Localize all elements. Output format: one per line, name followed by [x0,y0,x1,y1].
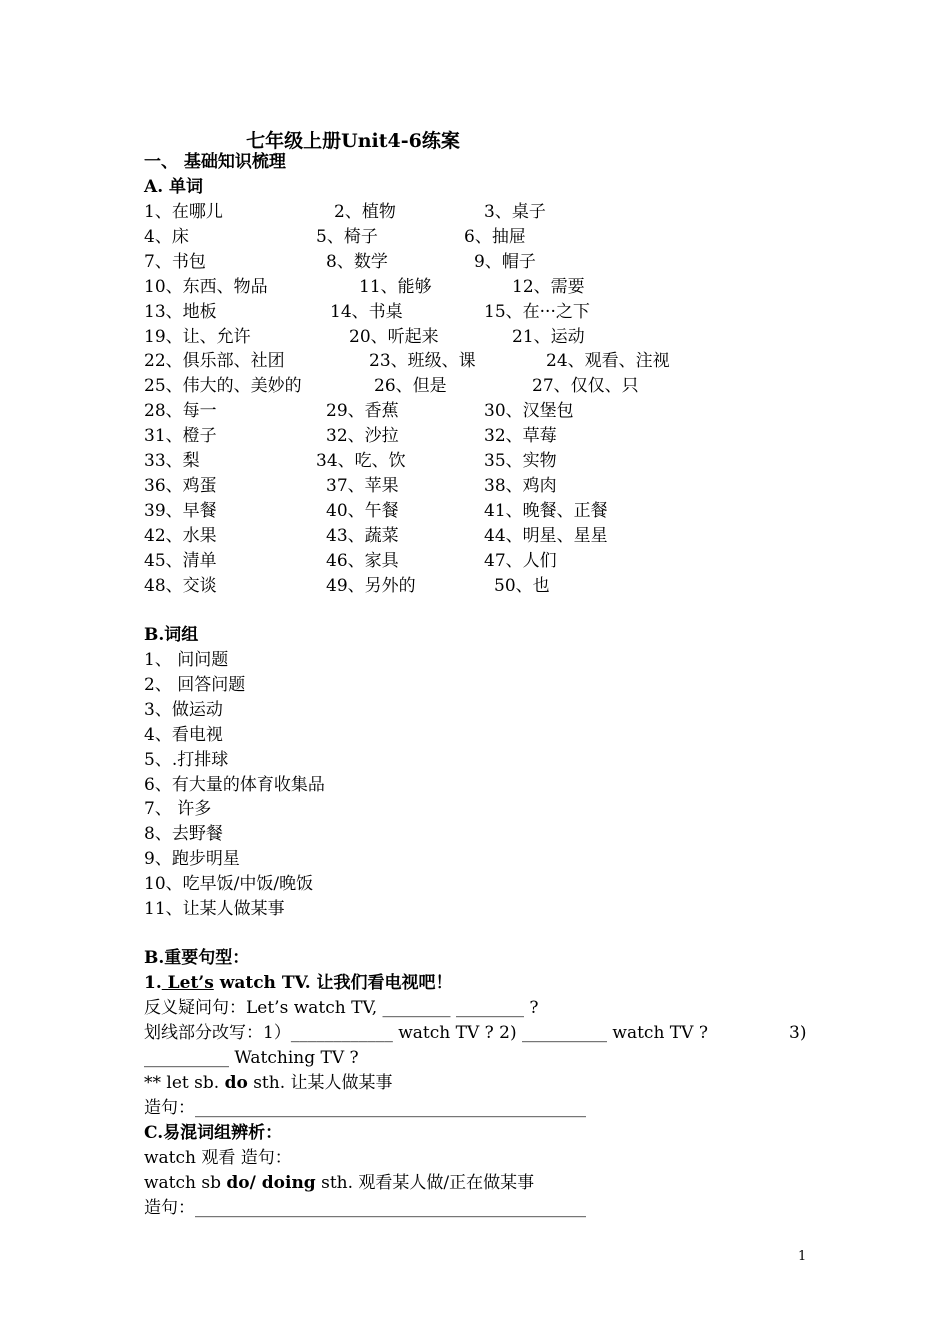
let-prefix: ** let sb. [144,1073,225,1093]
word-item: 35、实物 [484,451,557,471]
word-item: 30、汉堡包 [484,401,574,422]
word-item: 19、让、允许 [144,326,251,347]
word-item: 3、桌子 [484,202,546,222]
word-item: 21、运动 [512,326,585,347]
word-item: 26、但是 [374,376,447,397]
sentence-1 [144,973,453,993]
phrase-item: 1、 问问题 [144,650,229,670]
tag-question-line: 反义疑问句：Let’s watch TV, ________ ________ ? [144,998,539,1018]
word-item: 9、帽子 [474,251,536,272]
word-item: 13、地板 [144,301,217,322]
word-item: 47、人们 [484,550,557,571]
word-item: 32、草莓 [484,426,557,447]
watch-suffix: sth. 观看某人做/正在做某事 [315,1173,535,1193]
phrase-item: 11、让某人做某事 [144,899,285,919]
watch-line-2 [144,1173,534,1193]
phrase-item: 5、.打排球 [144,749,229,770]
sentence-number: 1. [144,973,162,993]
rewrite-item-3: 3) [789,1023,807,1043]
word-item: 41、晚餐、正餐 [484,500,608,521]
word-item: 25、伟大的、美妙的 [144,376,302,397]
word-item: 12、需要 [512,276,585,297]
word-item: 44、明星、星星 [484,525,608,546]
word-item: 6、抽屉 [464,226,526,247]
word-item: 4、床 [144,226,189,247]
let-bold: do [224,1073,248,1093]
phrase-item: 7、 许多 [144,799,212,820]
word-item: 39、早餐 [144,500,217,521]
rewrite-text: 划线部分改写：1）____________ watch TV ? 2) __________ watch TV ? [144,1023,708,1043]
section-heading-phrases: B.词组 [144,625,199,645]
watch-line-1: watch 观看 造句： [144,1148,292,1168]
word-item: 23、班级、课 [369,351,476,372]
word-item: 22、俱乐部、社团 [144,351,285,372]
phrase-item: 8、去野餐 [144,824,223,845]
word-item: 49、另外的 [326,575,416,596]
word-item: 40、午餐 [326,500,399,521]
word-item: 10、东西、物品 [144,276,268,297]
word-item: 5、椅子 [316,226,378,247]
word-item: 36、鸡蛋 [144,475,217,496]
word-item: 15、在···之下 [484,301,590,322]
page-title: 七年级上册Unit4-6练案 [246,130,460,152]
phrase-item: 6、有大量的体育收集品 [144,774,325,795]
let-suffix: sth. 让某人做某事 [247,1073,393,1093]
rewrite-line-2: __________ Watching TV ? [144,1048,359,1068]
phrase-item: 10、吃早饭/中饭/晚饭 [144,874,314,895]
word-item: 2、植物 [334,202,396,222]
underlined-lets: Let’s [161,973,214,993]
word-item: 31、橙子 [144,426,217,447]
make-sentence-line-2: 造句：______________________________________________ [144,1198,586,1218]
make-sentence-line-1: 造句：______________________________________________ [144,1098,586,1118]
page-number: 1 [798,1249,807,1264]
word-item: 48、交谈 [144,575,217,596]
word-item: 38、鸡肉 [484,475,557,496]
word-item: 27、仅仅、只 [532,376,639,397]
word-item: 42、水果 [144,525,217,546]
watch-prefix: watch sb [144,1173,227,1193]
word-item: 28、每一 [144,401,217,422]
word-item: 46、家具 [326,550,399,571]
phrase-item: 3、做运动 [144,699,223,720]
word-item: 14、书桌 [330,301,403,322]
word-item: 45、清单 [144,550,217,571]
phrase-item: 2、 回答问题 [144,674,246,695]
section-heading-basics: 一、 基础知识梳理 [144,152,286,172]
word-item: 32、沙拉 [326,426,399,447]
section-heading-confusing: C.易混词组辨析： [144,1123,283,1143]
sentence-text: watch TV. 让我们看电视吧！ [213,973,453,993]
word-item: 37、苹果 [326,475,399,496]
word-item: 33、梨 [144,451,200,471]
phrase-item: 4、看电视 [144,724,223,745]
rewrite-line-1 [144,1023,708,1043]
word-item: 24、观看、注视 [546,351,670,372]
word-item: 1、在哪儿 [144,202,223,222]
phrase-item: 9、跑步明星 [144,849,240,870]
word-item: 43、蔬菜 [326,525,399,546]
word-item: 8、数学 [326,251,388,272]
watch-bold: do/ doing [226,1173,316,1193]
word-item: 7、书包 [144,251,206,272]
word-item: 34、吃、饮 [316,451,406,471]
section-heading-words: A. 单词 [144,177,204,197]
word-item: 50、也 [494,575,550,596]
section-heading-sentences: B.重要句型： [144,948,250,968]
word-item: 11、能够 [359,276,432,297]
word-item: 29、香蕉 [326,401,399,422]
let-structure-line [144,1073,393,1093]
word-item: 20、听起来 [349,326,439,347]
